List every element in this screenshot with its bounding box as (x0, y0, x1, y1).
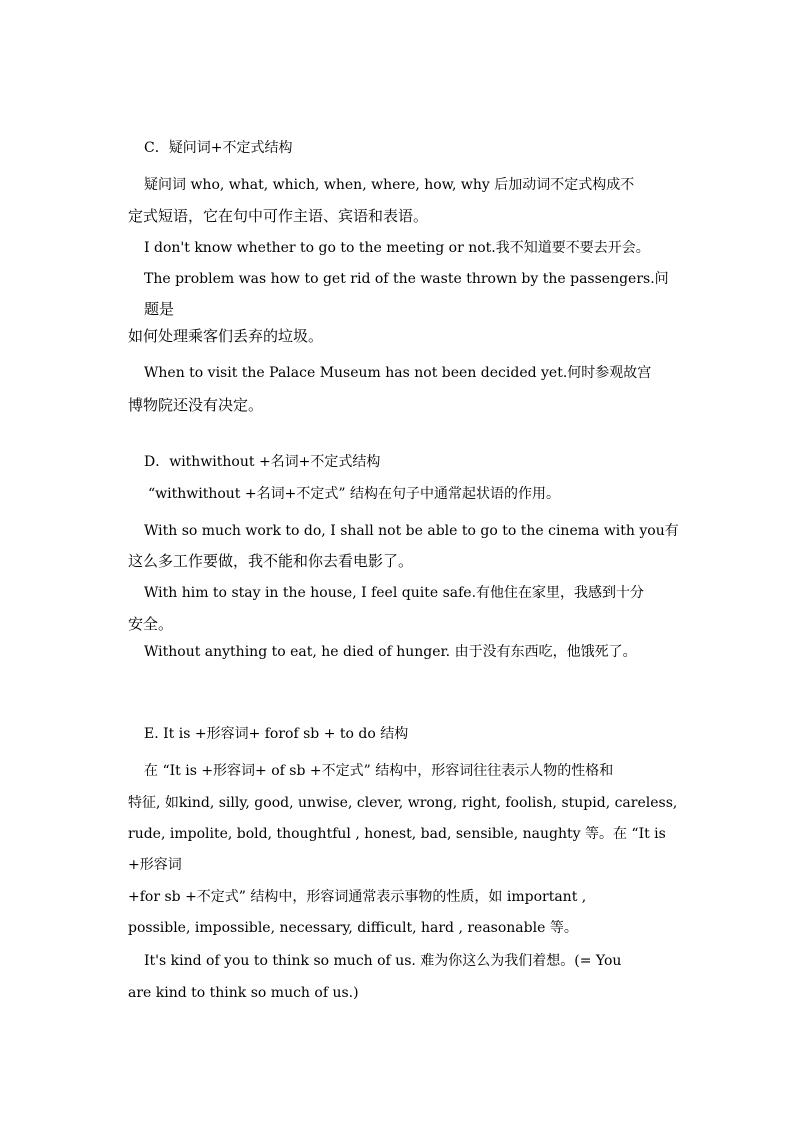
section-d-example-1-line-2: 这么多工作要做，我不能和你去看电影了。 (128, 552, 414, 570)
section-d-example-3: Without anything to eat, he died of hunger. 由于没有东西吃，他饿死了。 (144, 644, 637, 660)
section-d-example-2-line-2: 安全。 (128, 615, 174, 633)
section-c-example-3-line-2: 博物院还没有决定。 (128, 396, 264, 414)
section-e-example-1-line-1: It's kind of you to think so much of us. 难为你这么为我们着想。(= You (144, 953, 622, 969)
section-c-example-3-line-1: When to visit the Palace Museum has not been decided yet.何时参观故宫 (144, 365, 652, 381)
section-c-description-line-1: 疑问词 who, what, which, when, where, how, why 后加动词不定式构成不 (144, 177, 635, 193)
section-e-paragraph-line-5: +for sb +不定式” 结构中，形容词通常表示事物的性质，如 important , (128, 889, 587, 905)
section-c-example-1: I don't know whether to go to the meeting or not.我不知道要不要去开会。 (144, 240, 650, 256)
section-e-paragraph-line-3: rude, impolite, bold, thoughtful , honest, bad, sensible, naughty 等。在 “It is (128, 826, 666, 842)
section-c-heading: C．疑问词+不定式结构 (144, 140, 293, 156)
section-e-paragraph-line-6: possible, impossible, necessary, difficult, hard , reasonable 等。 (128, 920, 578, 936)
section-e-paragraph-line-1: 在 “It is +形容词+ of sb +不定式” 结构中，形容词往往表示人物的性格和 (144, 763, 614, 779)
section-e-example-1-line-2: are kind to think so much of us.) (128, 985, 359, 1001)
section-d-description: “withwithout +名词+不定式” 结构在句子中通常起状语的作用。 (148, 486, 560, 502)
section-c-example-2-line-2: 题是 (144, 300, 175, 318)
section-d-example-1-line-1: With so much work to do, I shall not be able to go to the cinema with you有 (144, 523, 679, 539)
section-c-example-2-line-1: The problem was how to get rid of the waste thrown by the passengers.问 (144, 271, 669, 287)
section-c-description-line-2: 定式短语，它在句中可作主语、宾语和表语。 (128, 207, 429, 225)
section-e-paragraph-line-2: 特征, 如kind, silly, good, unwise, clever, wrong, right, foolish, stupid, careless, (128, 795, 678, 811)
section-e-paragraph-line-4: +形容词 (128, 857, 182, 873)
section-d-heading: D．withwithout +名词+不定式结构 (144, 454, 381, 470)
section-e-heading: E. It is +形容词+ forof sb + to do 结构 (144, 726, 409, 742)
section-c-example-2-line-3: 如何处理乘客们丢弃的垃圾。 (128, 327, 324, 345)
section-d-example-2-line-1: With him to stay in the house, I feel quite safe.有他住在家里，我感到十分 (144, 585, 645, 601)
